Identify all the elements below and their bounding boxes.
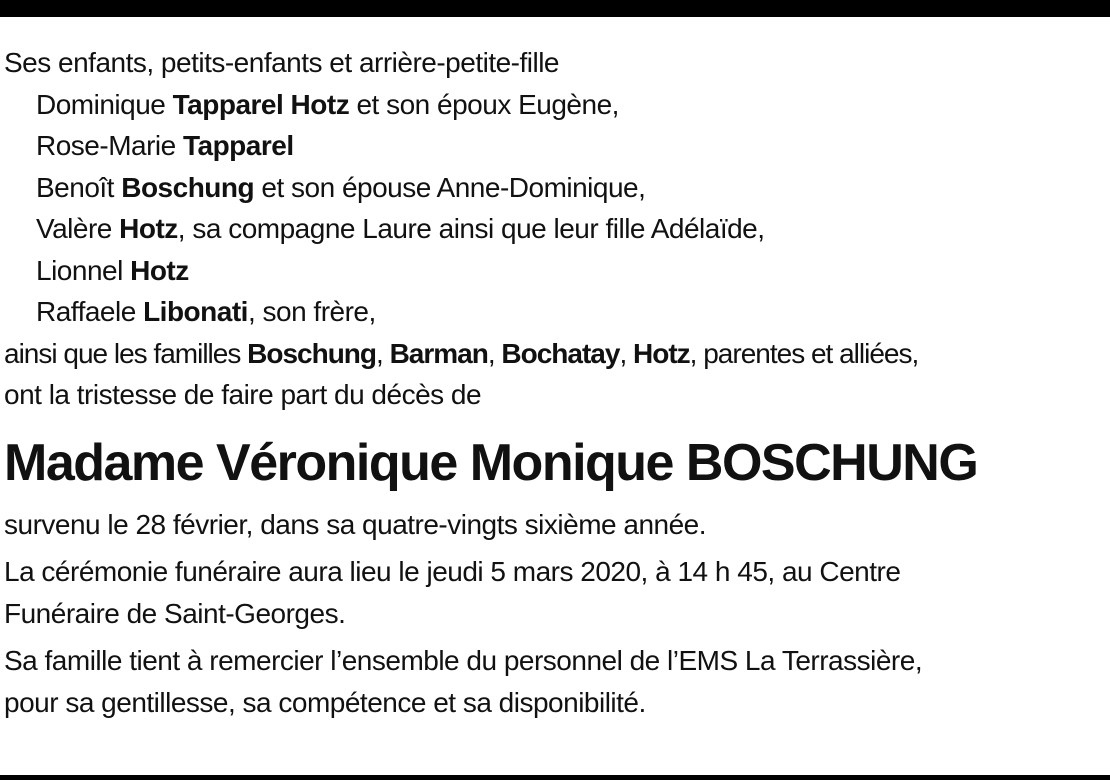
deceased-name: Madame Véronique Monique BOSCHUNG <box>4 433 978 492</box>
ceremony-line: Funéraire de Saint-Georges. <box>4 597 346 629</box>
family-name: Hotz <box>633 337 690 369</box>
families-prefix: ainsi que les familles <box>4 337 248 369</box>
ceremony-line: La cérémonie funéraire aura lieu le jeudi 5 mars 2020, à 14 h 45, au Centre <box>4 556 901 587</box>
first-name: Lionnel <box>36 254 131 286</box>
first-name: Benoît <box>36 171 122 203</box>
last-name: Hotz <box>130 254 189 286</box>
thanks-line: Sa famille tient à remercier l’ensemble du personnel de l’EMS La Terrassière, <box>4 645 923 676</box>
families-line <box>4 333 1108 375</box>
family-member <box>4 291 1108 333</box>
family-name: Boschung <box>247 337 377 369</box>
thanks-line: pour sa gentillesse, sa compétence et sa disponibilité. <box>4 686 646 718</box>
ceremony-paragraph <box>4 551 1108 634</box>
obituary-notice <box>4 42 1108 729</box>
first-name: Dominique <box>36 88 173 120</box>
family-member <box>4 167 1108 209</box>
death-info: survenu le 28 février, dans sa quatre-vingts sixième année. <box>4 508 707 540</box>
announcement-line: ont la tristesse de faire part du décès de <box>4 379 482 410</box>
last-name: Tapparel Hotz <box>172 88 350 120</box>
family-name: Bochatay <box>501 337 620 369</box>
intro-line: Ses enfants, petits-enfants et arrière-petite-fille <box>4 47 560 78</box>
separator: , <box>487 337 502 369</box>
first-name: Raffaele <box>36 296 144 327</box>
first-name: Rose-Marie <box>36 130 183 161</box>
family-member <box>4 250 1108 292</box>
last-name: Libonati <box>143 296 248 327</box>
families-suffix: , parentes et alliées, <box>689 337 919 369</box>
family-name: Barman <box>389 337 488 369</box>
separator: , <box>376 337 390 369</box>
last-name: Tapparel <box>182 130 294 161</box>
bottom-rule <box>0 775 1110 780</box>
separator: , <box>619 337 634 369</box>
last-name: Hotz <box>119 213 178 244</box>
thanks-paragraph <box>4 640 1108 723</box>
first-name: Valère <box>36 213 120 244</box>
family-member <box>4 208 1108 250</box>
last-name: Boschung <box>121 171 255 203</box>
top-rule <box>0 0 1110 17</box>
relation: et son époux Eugène, <box>349 88 619 120</box>
family-list <box>4 84 1108 333</box>
relation: , son frère, <box>247 296 376 327</box>
family-member <box>4 84 1108 126</box>
relation: , sa compagne Laure ainsi que leur fille Adélaïde, <box>177 213 765 244</box>
relation: et son épouse Anne-Dominique, <box>254 171 646 203</box>
family-member <box>4 125 1108 167</box>
